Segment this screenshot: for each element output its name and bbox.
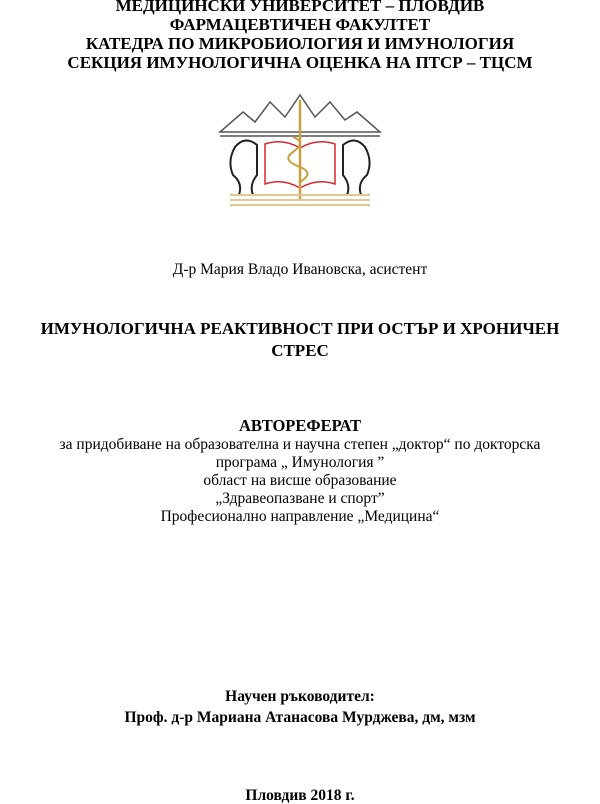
abstract-line: Професионално направление „Медицина“ (160, 508, 440, 525)
header-university: МЕДИЦИНСКИ УНИВЕРСИТЕТ – ПЛОВДИВ (115, 0, 485, 15)
university-logo (215, 92, 385, 210)
abstract-line: програма „ Имунология ” (215, 454, 385, 471)
author: Д-р Мария Владо Ивановска, асистент (172, 261, 428, 278)
header-faculty: ФАРМАЦЕВТИЧЕН ФАКУЛТЕТ (169, 15, 431, 34)
dissertation-title-line-1: ИМУНОЛОГИЧНА РЕАКТИВНОСТ ПРИ ОСТЪР И ХРОНИЧЕН (40, 319, 560, 338)
dissertation-title-line-2: СТРЕС (271, 341, 329, 360)
abstract-line: област на висше образование (203, 472, 397, 489)
abstract-line: „Здравеопазване и спорт” (215, 490, 385, 507)
header-department: КАТЕДРА ПО МИКРОБИОЛОГИЯ И ИМУНОЛОГИЯ (85, 34, 515, 53)
supervisor-name: Проф. д-р Мариана Атанасова Мурджева, дм, мзм (124, 709, 476, 726)
abstract-heading: АВТОРЕФЕРАТ (238, 416, 362, 435)
supervisor-label: Научен ръководител: (225, 688, 375, 705)
header-section: СЕКЦИЯ ИМУНОЛОГИЧНА ОЦЕНКА НА ПТСР – ТЦСМ (67, 53, 533, 72)
abstract-line: за придобиване на образователна и научна степен „доктор“ по докторска (59, 436, 541, 453)
place-year: Пловдив 2018 г. (245, 787, 355, 804)
